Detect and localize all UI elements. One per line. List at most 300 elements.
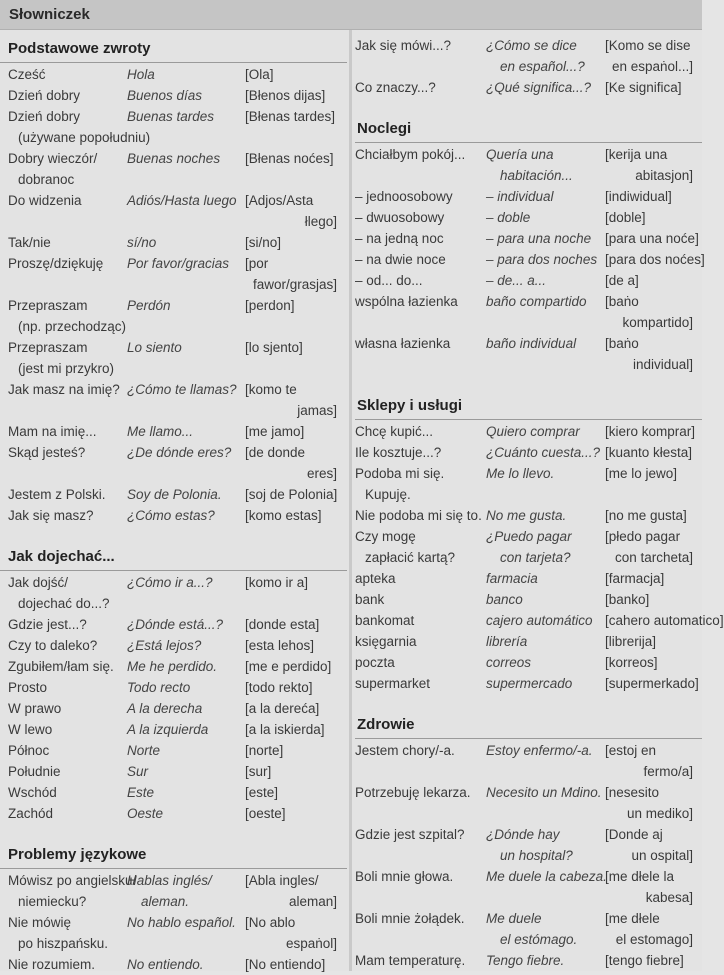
polish-phrase xyxy=(355,589,485,610)
polish-phrase xyxy=(8,698,128,719)
spanish-phrase-line: Este xyxy=(127,785,155,800)
spanish-phrase xyxy=(127,782,247,803)
pronunciation-line: [lo sjento] xyxy=(245,340,303,355)
polish-phrase-line: – dwuosobowy xyxy=(355,210,445,225)
polish-phrase-line: poczta xyxy=(355,655,395,670)
pronunciation-line: [sur] xyxy=(245,764,272,779)
spanish-phrase xyxy=(486,866,606,887)
polish-phrase-line: bank xyxy=(355,592,385,607)
spanish-phrase-line: Todo recto xyxy=(127,680,191,695)
pronunciation-line: [soj de Polonia] xyxy=(245,487,338,502)
pronunciation-line: [tengo fiebre] xyxy=(605,953,684,968)
polish-phrase-line: supermarket xyxy=(355,676,431,691)
spanish-phrase xyxy=(127,442,247,463)
pronunciation-line: [Komo se dise xyxy=(605,38,691,53)
pronunciation-line: [no me gusta] xyxy=(605,508,687,523)
pronunciation xyxy=(605,442,701,463)
spanish-phrase xyxy=(127,148,247,169)
pronunciation-line: [doble] xyxy=(605,210,646,225)
spanish-phrase-line: Perdón xyxy=(127,298,171,313)
polish-phrase-line: Nie rozumiem. xyxy=(8,957,96,972)
polish-phrase xyxy=(8,740,128,761)
pronunciation xyxy=(245,232,345,253)
polish-phrase-line: W prawo xyxy=(8,701,62,716)
polish-phrase-line: Wschód xyxy=(8,785,57,800)
pronunciation xyxy=(605,186,701,207)
spanish-phrase-line: No me gusta. xyxy=(486,508,567,523)
section-rule xyxy=(0,868,347,869)
polish-phrase xyxy=(355,270,485,291)
pronunciation-line: [kerija una xyxy=(605,147,668,162)
spanish-phrase xyxy=(486,782,606,803)
pronunciation xyxy=(605,673,701,694)
spanish-phrase xyxy=(127,677,247,698)
polish-phrase xyxy=(355,186,485,207)
left-column xyxy=(0,30,347,971)
polish-phrase xyxy=(8,484,128,505)
section-title: Problemy językowe xyxy=(8,846,147,863)
polish-phrase xyxy=(355,526,485,568)
pronunciation-line: [indiwidual] xyxy=(605,189,672,204)
spanish-phrase-line: Sur xyxy=(127,764,149,779)
spanish-phrase-line: baño individual xyxy=(486,336,577,351)
polish-phrase xyxy=(355,505,485,526)
columns xyxy=(0,30,724,972)
pronunciation-line: [komo te xyxy=(245,382,297,397)
spanish-phrase-line: baño compartido xyxy=(486,294,587,309)
spanish-phrase-line: correos xyxy=(486,655,532,670)
spanish-phrase-line: Buenas tardes xyxy=(127,109,215,124)
spanish-phrase-line: cajero automático xyxy=(486,613,593,628)
polish-phrase-line: Dzień dobry xyxy=(8,109,81,124)
polish-phrase-line: – od... do... xyxy=(355,273,423,288)
polish-phrase xyxy=(8,870,137,912)
polish-phrase xyxy=(8,761,128,782)
spanish-phrase xyxy=(486,442,606,463)
pronunciation-line: łlego] xyxy=(304,214,337,229)
pronunciation-line: [farmacja] xyxy=(605,571,665,586)
pronunciation-line: [de a] xyxy=(605,273,639,288)
pronunciation xyxy=(245,379,345,421)
pronunciation xyxy=(605,270,701,291)
polish-phrase-line: Czy to daleko? xyxy=(8,638,98,653)
polish-phrase-line: Północ xyxy=(8,743,50,758)
polish-phrase-line: Jak dojść/ xyxy=(8,575,69,590)
polish-phrase xyxy=(8,421,128,442)
pronunciation-line: [librerija] xyxy=(605,634,657,649)
polish-phrase xyxy=(355,652,485,673)
spanish-phrase-line: ¿Cómo ir a...? xyxy=(127,575,213,590)
pronunciation xyxy=(605,77,701,98)
polish-phrase xyxy=(355,950,485,971)
polish-phrase xyxy=(355,782,485,803)
pronunciation xyxy=(245,64,345,85)
spanish-phrase-line: Soy de Polonia. xyxy=(127,487,222,502)
spanish-phrase-line: A la derecha xyxy=(127,701,203,716)
pronunciation xyxy=(605,291,701,333)
pronunciation xyxy=(245,677,345,698)
polish-phrase-line: zapłacić kartą? xyxy=(365,550,456,565)
spanish-phrase-line: con tarjeta? xyxy=(500,550,571,565)
pronunciation xyxy=(605,35,701,77)
pronunciation-line: eres] xyxy=(306,466,337,481)
spanish-phrase xyxy=(486,589,606,610)
pronunciation-line: [a la dereća] xyxy=(245,701,320,716)
spanish-phrase xyxy=(127,656,247,677)
polish-phrase xyxy=(8,85,128,106)
spanish-phrase xyxy=(127,572,247,593)
polish-phrase-line: Proszę/dziękuję xyxy=(8,256,104,271)
spanish-phrase-line: Por favor/gracias xyxy=(127,256,230,271)
pronunciation-line: en espaṅol...] xyxy=(611,59,693,74)
spanish-phrase-line: sí/no xyxy=(127,235,157,250)
spanish-phrase xyxy=(127,337,247,358)
pronunciation-line: [este] xyxy=(245,785,279,800)
spanish-phrase-line: farmacia xyxy=(486,571,538,586)
polish-phrase-line: Jak masz na imię? xyxy=(8,382,120,397)
polish-phrase-line: apteka xyxy=(355,571,396,586)
pronunciation xyxy=(245,635,345,656)
pronunciation-line: [banko] xyxy=(605,592,650,607)
pronunciation xyxy=(245,85,345,106)
spanish-phrase-line: Me lo llevo. xyxy=(486,466,555,481)
polish-phrase xyxy=(8,379,128,400)
polish-phrase-line: Do widzenia xyxy=(8,193,82,208)
spanish-phrase-line: el estómago. xyxy=(500,932,578,947)
spanish-phrase xyxy=(127,912,247,933)
spanish-phrase xyxy=(127,379,247,400)
spanish-phrase xyxy=(127,870,247,912)
pronunciation xyxy=(605,463,701,484)
section-rule xyxy=(355,419,702,420)
pronunciation xyxy=(605,950,701,971)
pronunciation xyxy=(245,803,345,824)
pronunciation-line: un ospital] xyxy=(631,848,693,863)
spanish-phrase xyxy=(486,77,606,98)
spanish-phrase xyxy=(127,295,247,316)
pronunciation xyxy=(245,740,345,761)
polish-phrase xyxy=(8,635,128,656)
spanish-phrase-line: ¿Está lejos? xyxy=(127,638,202,653)
section-title: Noclegi xyxy=(357,120,412,137)
pronunciation xyxy=(245,698,345,719)
spanish-phrase xyxy=(127,740,247,761)
spanish-phrase xyxy=(127,85,247,106)
polish-phrase-line: Nie podoba mi się to. xyxy=(355,508,482,523)
pronunciation-line: [Adjos/Asta xyxy=(245,193,314,208)
spanish-phrase xyxy=(127,719,247,740)
polish-phrase-line: Ile kosztuje...? xyxy=(355,445,442,460)
spanish-phrase-line: Lo siento xyxy=(127,340,182,355)
polish-phrase-line: niemiecku? xyxy=(18,894,87,909)
spanish-phrase-line: No entiendo. xyxy=(127,957,204,972)
pronunciation-line: [para una noće] xyxy=(605,231,699,246)
pronunciation xyxy=(605,589,701,610)
polish-phrase-line: Mam na imię... xyxy=(8,424,97,439)
polish-phrase xyxy=(355,421,485,442)
pronunciation-line: [a la iskierda] xyxy=(245,722,325,737)
spanish-phrase-line: A la izquierda xyxy=(127,722,209,737)
pronunciation xyxy=(245,190,345,232)
spanish-phrase-line: Hola xyxy=(127,67,155,82)
pronunciation-line: kabesa] xyxy=(645,890,693,905)
polish-phrase-line: Jestem chory/-a. xyxy=(355,743,455,758)
polish-phrase xyxy=(8,253,128,274)
spanish-phrase-line: Estoy enfermo/-a. xyxy=(486,743,593,758)
pronunciation-line: [komo estas] xyxy=(245,508,322,523)
pronunciation xyxy=(605,249,705,270)
spanish-phrase xyxy=(127,253,247,274)
spanish-phrase xyxy=(486,35,606,77)
spanish-phrase xyxy=(127,190,247,211)
spanish-phrase xyxy=(486,228,606,249)
polish-phrase xyxy=(8,954,128,975)
pronunciation-line: fermo/a] xyxy=(643,764,693,779)
pronunciation xyxy=(605,526,701,568)
polish-phrase-line: Jestem z Polski. xyxy=(8,487,106,502)
pronunciation-line: [Ola] xyxy=(245,67,274,82)
polish-phrase-line: Mówisz po angielsku/ xyxy=(8,873,137,888)
pronunciation xyxy=(605,631,701,652)
pronunciation-line: [Abla ingles/ xyxy=(245,873,319,888)
spanish-phrase xyxy=(486,333,606,354)
spanish-phrase-line: Quiero comprar xyxy=(486,424,580,439)
polish-phrase-line: Gdzie jest...? xyxy=(8,617,87,632)
polish-phrase xyxy=(8,106,151,148)
spanish-phrase-line: ¿Puedo pagar xyxy=(486,529,572,544)
polish-phrase xyxy=(355,631,485,652)
polish-phrase xyxy=(8,442,128,463)
polish-phrase xyxy=(355,207,485,228)
section-rule xyxy=(355,142,702,143)
polish-phrase xyxy=(8,912,128,954)
spanish-phrase xyxy=(127,761,247,782)
spanish-phrase-line: – para una noche xyxy=(486,231,592,246)
polish-phrase-line: Prosto xyxy=(8,680,48,695)
polish-phrase xyxy=(8,232,128,253)
spanish-phrase xyxy=(486,463,606,484)
spanish-phrase-line: ¿Cómo se dice xyxy=(486,38,577,53)
spanish-phrase-line: ¿Cuánto cuesta...? xyxy=(486,445,601,460)
polish-phrase-line: Skąd jesteś? xyxy=(8,445,86,460)
pronunciation-line: [todo rekto] xyxy=(245,680,313,695)
spanish-phrase xyxy=(486,144,606,186)
pronunciation xyxy=(245,505,345,526)
spanish-phrase-line: Buenas noches xyxy=(127,151,221,166)
pronunciation xyxy=(245,253,345,295)
section-title: Podstawowe zwroty xyxy=(8,40,151,57)
polish-phrase xyxy=(355,740,485,761)
spanish-phrase xyxy=(127,954,247,975)
spanish-phrase-line: Me duele la cabeza. xyxy=(486,869,607,884)
spanish-phrase-line: – individual xyxy=(486,189,554,204)
polish-phrase xyxy=(355,249,485,270)
spanish-phrase xyxy=(486,270,606,291)
polish-phrase-line: Dobry wieczór/ xyxy=(8,151,98,166)
pronunciation-line: [kiero komprar] xyxy=(605,424,696,439)
spanish-phrase xyxy=(486,950,606,971)
pronunciation xyxy=(245,484,345,505)
spanish-phrase-line: librería xyxy=(486,634,528,649)
pronunciation-line: un mediko] xyxy=(626,806,693,821)
spanish-phrase xyxy=(127,505,247,526)
spanish-phrase-line: Me llamo... xyxy=(127,424,194,439)
spanish-phrase-line: Quería una xyxy=(486,147,554,162)
spanish-phrase xyxy=(486,631,606,652)
spanish-phrase-line: banco xyxy=(486,592,523,607)
spanish-phrase-line: supermercado xyxy=(486,676,573,691)
polish-phrase xyxy=(355,442,485,463)
pronunciation-line: aleman] xyxy=(288,894,337,909)
pronunciation-line: [Błenas noćes] xyxy=(245,151,334,166)
pronunciation xyxy=(605,421,701,442)
polish-phrase xyxy=(8,677,128,698)
spanish-phrase-line: Tengo fiebre. xyxy=(486,953,565,968)
polish-phrase-line: Dzień dobry xyxy=(8,88,81,103)
pronunciation-line: [nesesito xyxy=(605,785,660,800)
section-title: Jak dojechać... xyxy=(8,548,115,565)
pronunciation-line: [kuanto kłesta] xyxy=(605,445,693,460)
pronunciation-line: [si/no] xyxy=(245,235,282,250)
pronunciation xyxy=(245,295,345,316)
spanish-phrase-line: Hablas inglés/ xyxy=(127,873,212,888)
pronunciation-line: [me lo jewo] xyxy=(605,466,678,481)
polish-phrase xyxy=(355,866,485,887)
polish-phrase xyxy=(8,614,128,635)
spanish-phrase xyxy=(486,740,606,761)
polish-phrase-line: Przepraszam xyxy=(8,298,88,313)
polish-phrase-line: (np. przechodząc) xyxy=(18,319,127,334)
spanish-phrase xyxy=(486,505,606,526)
polish-phrase xyxy=(355,228,485,249)
pronunciation-line: [cahero automatico] xyxy=(605,613,724,628)
polish-phrase xyxy=(8,337,128,379)
spanish-phrase xyxy=(486,207,606,228)
spanish-phrase xyxy=(127,803,247,824)
spanish-phrase xyxy=(486,610,606,631)
polish-phrase-line: Co znaczy...? xyxy=(355,80,436,95)
pronunciation xyxy=(605,782,701,824)
polish-phrase xyxy=(355,824,485,845)
pronunciation-line: [płedo pagar xyxy=(605,529,681,544)
pronunciation xyxy=(605,144,701,186)
section-rule xyxy=(0,62,347,63)
polish-phrase xyxy=(8,656,128,677)
spanish-phrase-line: Buenos días xyxy=(127,88,203,103)
pronunciation xyxy=(245,148,345,169)
spanish-phrase xyxy=(486,568,606,589)
polish-phrase-line: Gdzie jest szpital? xyxy=(355,827,465,842)
spanish-phrase-line: Oeste xyxy=(127,806,164,821)
pronunciation xyxy=(245,761,345,782)
pronunciation xyxy=(245,719,345,740)
polish-phrase-line: Chcę kupić... xyxy=(355,424,434,439)
pronunciation-line: [No ablo xyxy=(245,915,296,930)
section-rule xyxy=(355,738,702,739)
polish-phrase xyxy=(8,505,128,526)
spanish-phrase xyxy=(127,635,247,656)
pronunciation-line: [No entiendo] xyxy=(245,957,326,972)
polish-phrase xyxy=(355,291,485,312)
pronunciation-line: [oeste] xyxy=(245,806,286,821)
pronunciation-line: [de donde xyxy=(245,445,306,460)
polish-phrase-line: W lewo xyxy=(8,722,53,737)
polish-phrase xyxy=(355,673,485,694)
polish-phrase xyxy=(8,148,128,190)
spanish-phrase xyxy=(486,249,606,270)
spanish-phrase-line: Me he perdido. xyxy=(127,659,218,674)
pronunciation-line: [perdon] xyxy=(245,298,295,313)
spanish-phrase xyxy=(486,186,606,207)
pronunciation xyxy=(605,740,701,782)
pronunciation xyxy=(605,207,701,228)
polish-phrase xyxy=(8,782,128,803)
pronunciation-line: [me dłele la xyxy=(605,869,675,884)
spanish-phrase-line: ¿Cómo estas? xyxy=(127,508,215,523)
pronunciation-line: [baṅo xyxy=(605,336,639,351)
polish-phrase-line: Cześć xyxy=(8,67,46,82)
spanish-phrase xyxy=(486,526,606,568)
spanish-phrase xyxy=(127,484,247,505)
spanish-phrase-line: ¿Dónde está...? xyxy=(127,617,224,632)
pronunciation xyxy=(605,568,701,589)
pronunciation xyxy=(605,228,701,249)
pronunciation-line: [korreos] xyxy=(605,655,658,670)
pronunciation-line: [Błenas tardes] xyxy=(245,109,336,124)
polish-phrase xyxy=(355,144,485,165)
spanish-phrase xyxy=(486,673,606,694)
spanish-phrase-line: – de... a... xyxy=(486,273,547,288)
polish-phrase xyxy=(355,908,485,929)
pronunciation xyxy=(605,652,701,673)
pronunciation-line: individual] xyxy=(632,357,693,372)
pronunciation xyxy=(245,954,345,975)
spanish-phrase-line: en español...? xyxy=(500,59,585,74)
spanish-phrase xyxy=(127,698,247,719)
polish-phrase-line: Mam temperaturę. xyxy=(355,953,466,968)
polish-phrase-line: Południe xyxy=(8,764,61,779)
pronunciation-line: [me e perdido] xyxy=(245,659,332,674)
polish-phrase xyxy=(8,803,128,824)
pronunciation-line: [Donde aj xyxy=(605,827,663,842)
pronunciation-line: [para dos noćes] xyxy=(605,252,705,267)
spanish-phrase xyxy=(486,824,606,866)
spanish-phrase-line: ¿Dónde hay xyxy=(486,827,560,842)
polish-phrase xyxy=(8,572,128,614)
polish-phrase xyxy=(355,333,485,354)
pronunciation-line: jamas] xyxy=(297,403,337,418)
spanish-phrase-line: habitación... xyxy=(500,168,573,183)
pronunciation xyxy=(605,908,701,950)
pronunciation-line: con tarcheta] xyxy=(614,550,693,565)
spanish-phrase xyxy=(486,908,606,950)
spanish-phrase-line: ¿Cómo te llamas? xyxy=(127,382,237,397)
spanish-phrase-line: – doble xyxy=(486,210,531,225)
pronunciation xyxy=(245,912,345,954)
pronunciation-line: [supermerkado] xyxy=(605,676,699,691)
pronunciation-line: [donde esta] xyxy=(245,617,320,632)
pronunciation-line: kompartido] xyxy=(622,315,693,330)
spanish-phrase-line: un hospital? xyxy=(500,848,573,863)
pronunciation xyxy=(245,572,345,593)
spanish-phrase-line: Adiós/Hasta luego xyxy=(127,193,237,208)
polish-phrase xyxy=(355,610,485,631)
polish-phrase-line: Jak się masz? xyxy=(8,508,94,523)
spanish-phrase-line: ¿De dónde eres? xyxy=(127,445,232,460)
polish-phrase xyxy=(355,35,485,56)
pronunciation-line: [komo ir a] xyxy=(245,575,309,590)
pronunciation xyxy=(245,870,345,912)
